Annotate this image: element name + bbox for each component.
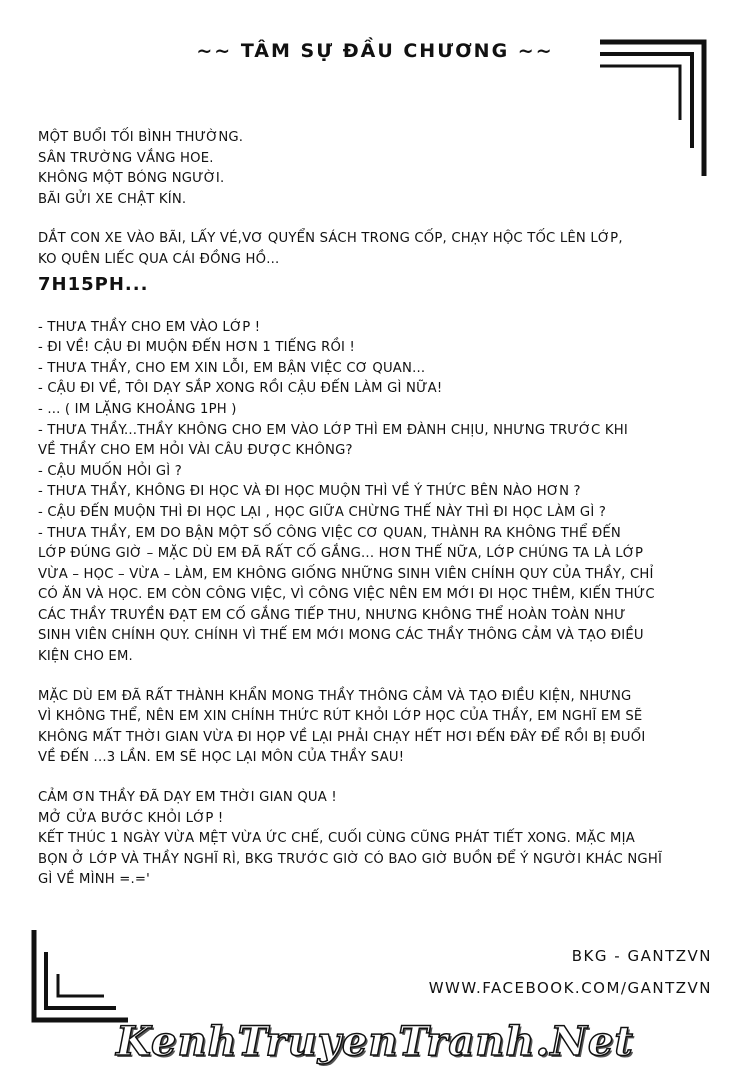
text-line: MỘT BUỔI TỐI BÌNH THƯỜNG.: [38, 130, 244, 145]
paragraph-gap: [38, 668, 718, 687]
text-line: MẶC DÙ EM ĐÃ RẤT THÀNH KHẨN MONG THẦY THÔNG CẢM VÀ TẠO ĐIỀU KIỆN, NHƯNG: [38, 688, 632, 704]
text-line: MỞ CỬA BƯỚC KHỎI LỚP !: [38, 810, 224, 826]
text-line: BÃI GỬI XE CHẬT KÍN.: [38, 191, 187, 207]
watermark-logo: KenhTruyenTranh.Net: [116, 1018, 634, 1065]
text-line: CÁC THẦY TRUYỀN ĐẠT EM CỐ GẮNG TIẾP THU, NHƯNG KHÔNG THỂ HOÀN TOÀN NHƯ: [38, 607, 626, 623]
text-line: - CẬU ĐI VỀ, TÔI DẠY SẮP XONG RỒI CẬU ĐẾN LÀM GÌ NỮA!: [38, 381, 443, 397]
text-line: - THƯA THẦY CHO EM VÀO LỚP !: [38, 319, 261, 335]
bottom-left-corner-bracket: [30, 930, 130, 1025]
text-line: CÓ ĂN VÀ HỌC. EM CÒN CÔNG VIỆC, VÌ CÔNG VIỆC NÊN EM MỚI ĐI HỌC THÊM, KIẾN THỨC: [38, 587, 655, 603]
text-line: - ... ( IM LẶNG KHOẢNG 1PH ): [38, 401, 237, 417]
text-line: GÌ VỀ MÌNH =.=': [38, 872, 151, 888]
text-line: BỌN Ở LỚP VÀ THẦY NGHĨ RÌ, BKG TRƯỚC GIỜ CÓ BAO GIỜ BUỒN ĐỂ Ý NGƯỜI KHÁC NGHĨ: [38, 851, 663, 867]
text-line: SINH VIÊN CHÍNH QUY. CHÍNH VÌ THẾ EM MỚI MONG CÁC THẦY THÔNG CẢM VÀ TẠO ĐIỀU: [38, 628, 644, 644]
text-line: - THƯA THẦY...THẦY KHÔNG CHO EM VÀO LỚP THÌ EM ĐÀNH CHỊU, NHƯNG TRƯỚC KHI: [38, 422, 628, 438]
paragraph-gap: [38, 299, 718, 318]
text-line: VỀ THẦY CHO EM HỎI VÀI CÂU ĐƯỢC KHÔNG?: [38, 443, 353, 459]
text-line: CẢM ƠN THẦY ĐÃ DẠY EM THỜI GIAN QUA !: [38, 790, 337, 806]
credit-author: BKG - GANTZVN: [571, 947, 712, 965]
text-line: - THƯA THẦY, KHÔNG ĐI HỌC VÀ ĐI HỌC MUỘN THÌ VỀ Ý THỨC BÊN NÀO HƠN ?: [38, 484, 581, 500]
text-line: VỪA – HỌC – VỪA – LÀM, EM KHÔNG GIỐNG NHỮNG SINH VIÊN CHÍNH QUY CỦA THẦY, CHỈ: [38, 566, 654, 582]
text-line: KO QUÊN LIẾC QUA CÁI ĐỒNG HỒ...: [38, 251, 280, 267]
text-line: SÂN TRƯỜNG VẮNG HOE.: [38, 150, 214, 166]
text-line: KẾT THÚC 1 NGÀY VỪA MỆT VỪA ỨC CHẾ, CUỐI CÙNG CŨNG PHÁT TIẾT XONG. MẶC MỊA: [38, 831, 635, 847]
text-line: KIỆN CHO EM.: [38, 649, 133, 665]
text-line: LỚP ĐÚNG GIỜ – MẶC DÙ EM ĐÃ RẤT CỐ GẮNG... HƠN THẾ NỮA, LỚP CHÚNG TA LÀ LỚP: [38, 546, 644, 562]
text-line: KHÔNG MỘT BÓNG NGƯỜI.: [38, 171, 225, 187]
credit-url: WWW.FACEBOOK.COM/GANTZVN: [428, 979, 712, 997]
text-line: DẮT CON XE VÀO BÃI, LẤY VÉ,VƠ QUYỂN SÁCH TRONG CỐP, CHẠY HỘC TỐC LÊN LỚP,: [38, 231, 623, 247]
page-title: ~~ TÂM SỰ ĐẦU CHƯƠNG ~~: [196, 40, 554, 62]
text-line: VÌ KHÔNG THỂ, NÊN EM XIN CHÍNH THỨC RÚT KHỎI LỚP HỌC CỦA THẦY, EM NGHĨ EM SẼ: [38, 709, 643, 725]
text-line: - CẬU ĐẾN MUỘN THÌ ĐI HỌC LẠI , HỌC GIỮA CHỪNG THẾ NÀY THÌ ĐI HỌC LÀM GÌ ?: [38, 504, 607, 520]
text-line: - ĐI VỀ! CẬU ĐI MUỘN ĐẾN HƠN 1 TIẾNG RỒI !: [38, 340, 355, 356]
text-line: - THƯA THẦY, CHO EM XIN LỖI, EM BẬN VIỆC CƠ QUAN...: [38, 360, 426, 376]
text-line: VỀ ĐẾN ...3 LẦN. EM SẼ HỌC LẠI MÔN CỦA THẦY SAU!: [38, 750, 405, 766]
credits: [429, 940, 712, 1004]
paragraph-gap: [38, 210, 718, 229]
text-line: - CẬU MUỐN HỎI GÌ ?: [38, 463, 182, 479]
paragraph-gap: [38, 769, 718, 788]
text-line: KHÔNG MẤT THỜI GIAN VỪA ĐI HỌP VỀ LẠI PHẢI CHẠY HẾT HƠI ĐẾN ĐÂY ĐỂ RỒI BỊ ĐUỔI: [38, 729, 646, 745]
body-text: [38, 128, 718, 891]
text-line: - THƯA THẦY, EM DO BẬN MỘT SỐ CÔNG VIỆC CƠ QUAN, THÀNH RA KHÔNG THỂ ĐẾN: [38, 525, 621, 541]
time-heading: 7H15PH...: [38, 273, 149, 295]
